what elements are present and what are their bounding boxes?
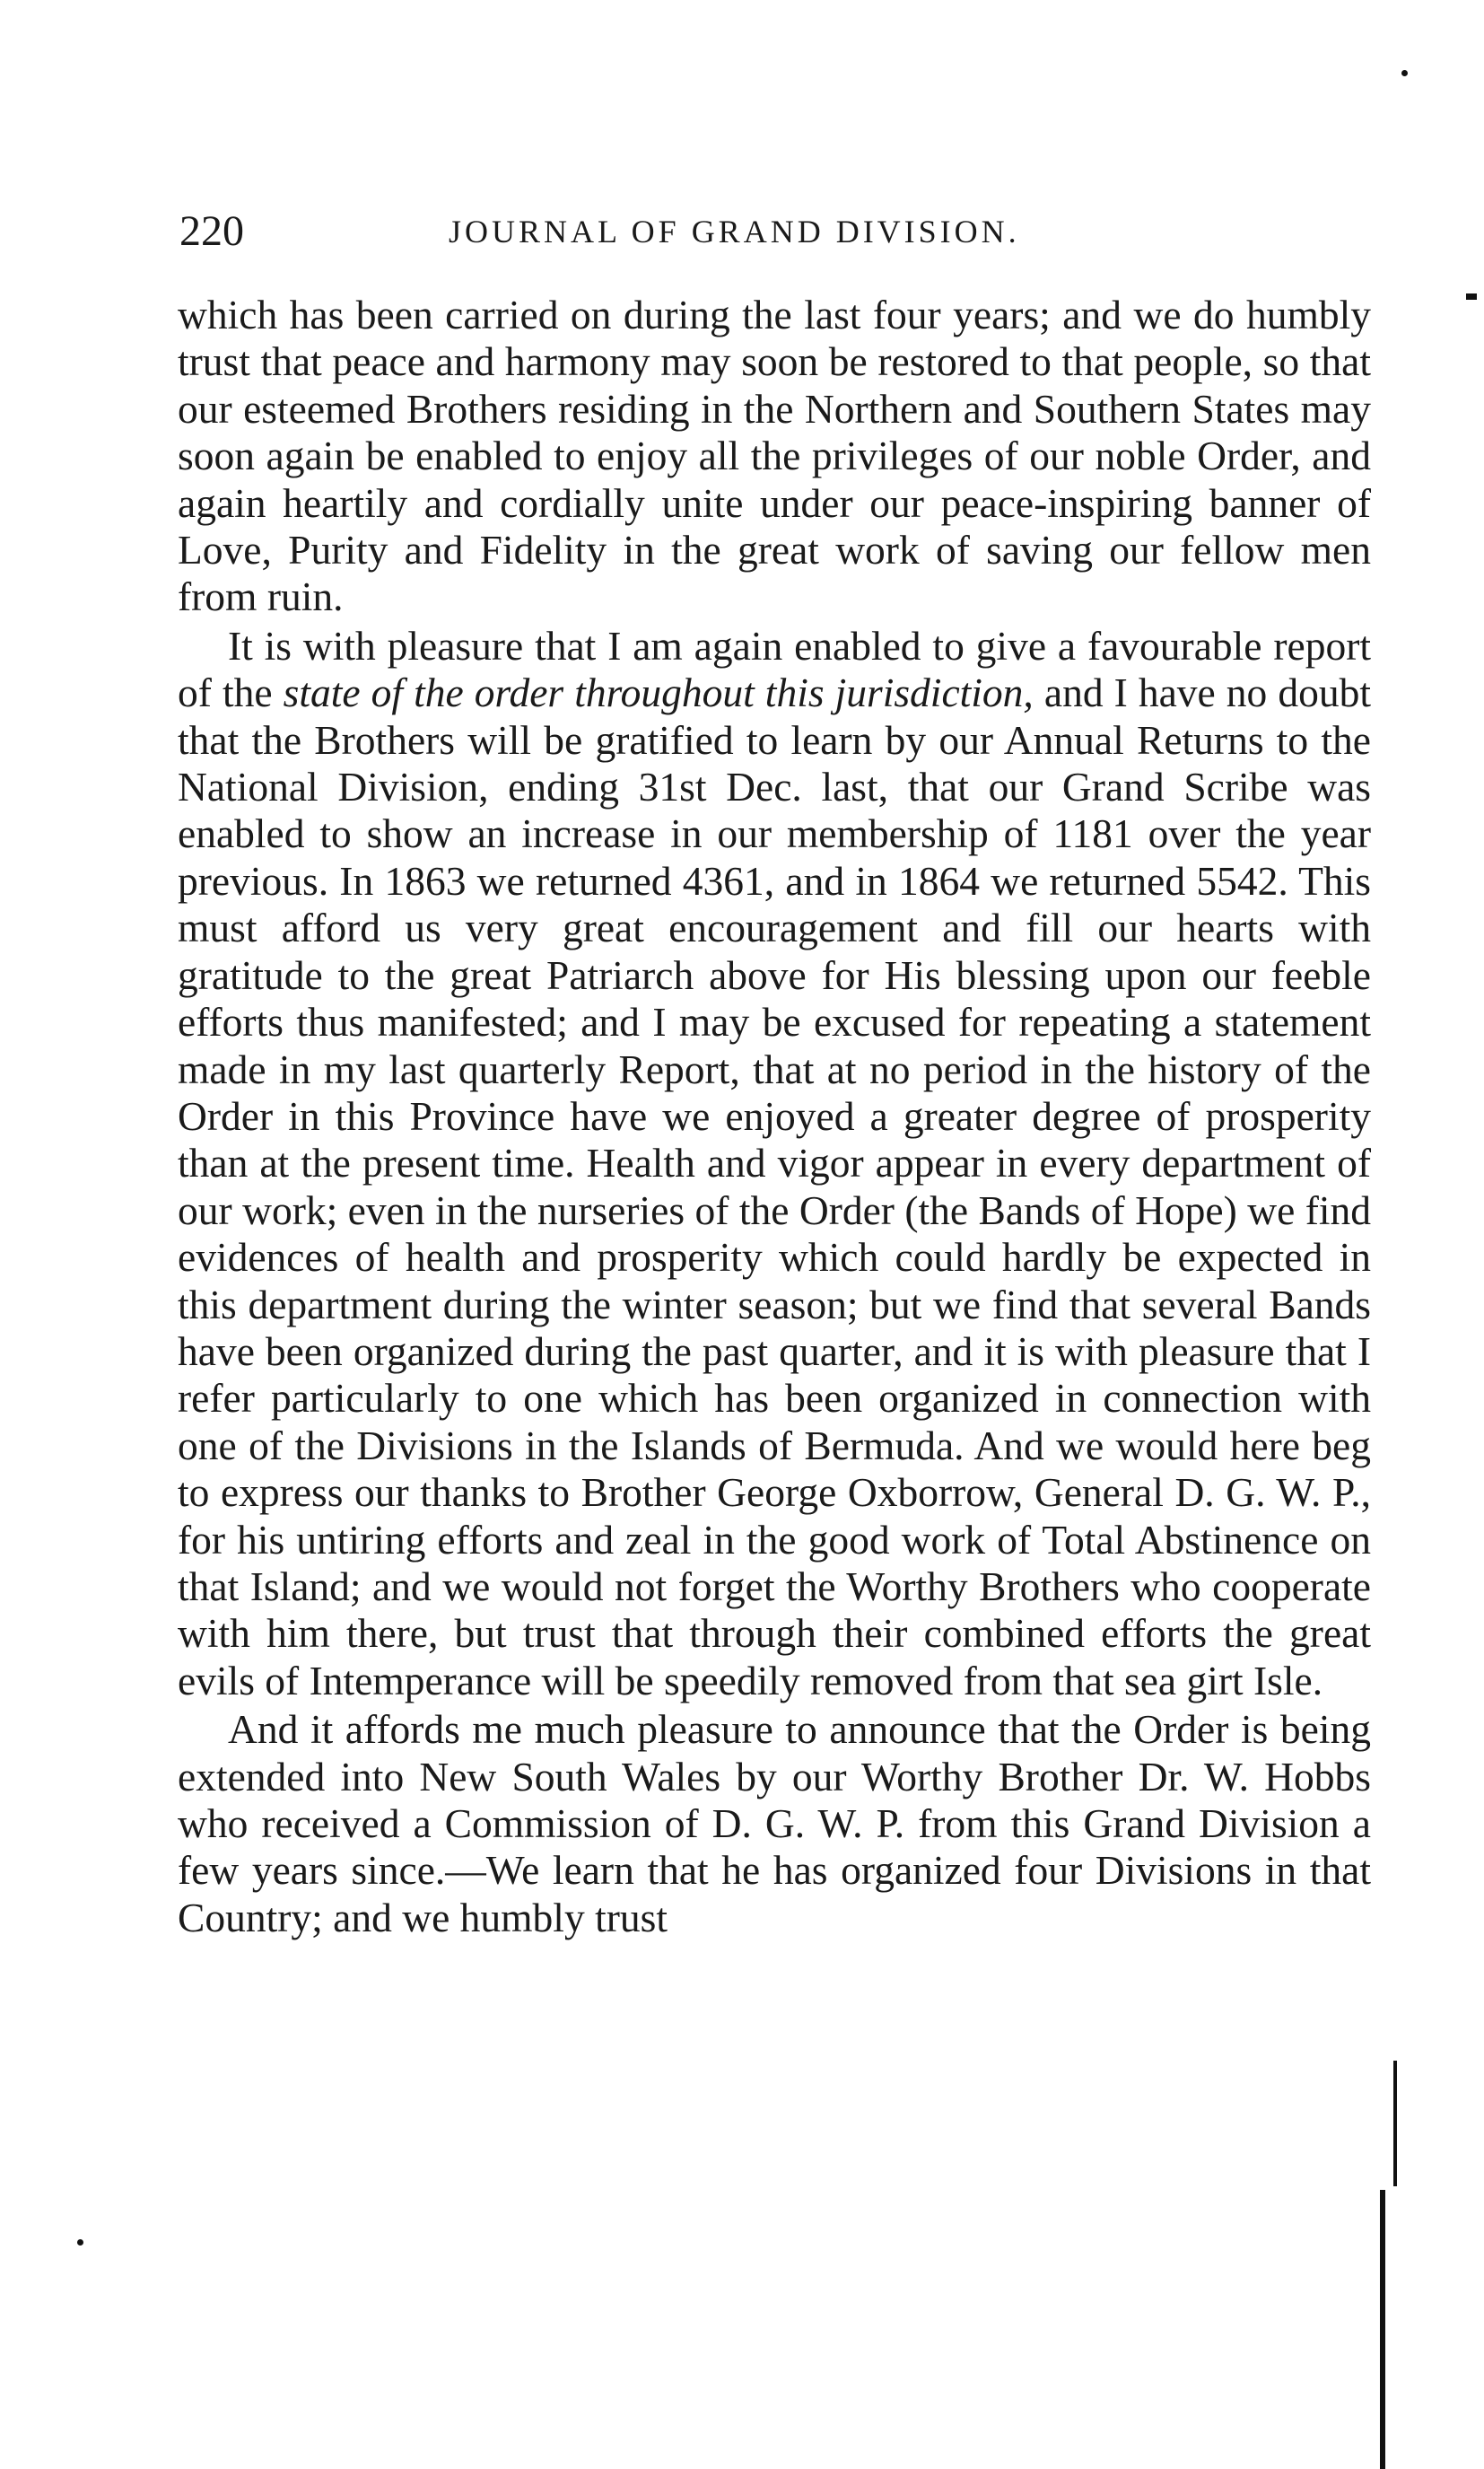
scan-margin-line: [1393, 2061, 1397, 2186]
scan-speck-lower: [77, 2239, 83, 2246]
paragraph-2: [178, 623, 1371, 1704]
running-title: JOURNAL OF GRAND DIVISION.: [449, 214, 1020, 250]
paragraph-2-italic: state of the order throughout this jurisdiction,: [283, 670, 1034, 716]
body-text: [178, 292, 1371, 1941]
scan-speck: [1401, 70, 1408, 76]
scan-binding-line: [1380, 2190, 1385, 2469]
paragraph-3: And it affords me much pleasure to announce that the Order is being extended into New South Wales by our Worthy Brother Dr. W. Hobbs who received a Commission of D. G. W. P. from this Grand Division a few years since.—We learn that he has organized four Divisions in that Country; and we humbly trust: [178, 1706, 1371, 1940]
page-number: 220: [179, 207, 244, 255]
paragraph-2-part-1: It is with pleasure that I am again enabled to give a favourable report of the: [178, 622, 1371, 716]
page-header: [179, 205, 1373, 258]
paragraph-2-part-2: and I have no doubt that the Brothers will be gratified to learn by our Annual Returns to the National Division, ending 31st Dec. last, that our Grand Scribe was enabled to show an increase in our membership of 1181 over the year previous. In 1863 we returned 4361, and in 1864 we returned 5542. This must afford us very great encouragement and fill our hearts with gratitude to the great Patriarch above for His blessing upon our feeble efforts thus manifested; and I may be excused for repeating a statement made in my last quarterly Report, that at no period in the history of the Order in this Province have we enjoyed a greater degree of prosperity than at the present time. Health and vigor appear in every department of our work; even in the nurseries of the Order (the Bands of Hope) we find evidences of health and prosperity which could hardly be expected in this department during the winter season; but we find that several Bands have been organized during the past quarter, and it is with pleasure that I refer particularly to one which has been organized in connection with one of the Divisions in the Islands of Bermuda. And we would here beg to express our thanks to Brother George Oxborrow, General D. G. W. P., for his untiring efforts and zeal in the good work of Total Abstinence on that Island; and we would not forget the Worthy Brothers who cooperate with him there, but trust that through their combined efforts the great evils of Intemperance will be speedily removed from that sea girt Isle.: [178, 670, 1371, 1703]
scan-edge-mark: [1466, 293, 1477, 300]
paragraph-1: which has been carried on during the last four years; and we do humbly trust that peace and harmony may soon be restored to that people, so that our esteemed Brothers residing in the Northern and Southern States may soon again be enabled to enjoy all the privileges of our noble Order, and again heartily and cordially unite under our peace-inspiring banner of Love, Purity and Fidelity in the great work of saving our fellow men from ruin.: [178, 292, 1371, 620]
